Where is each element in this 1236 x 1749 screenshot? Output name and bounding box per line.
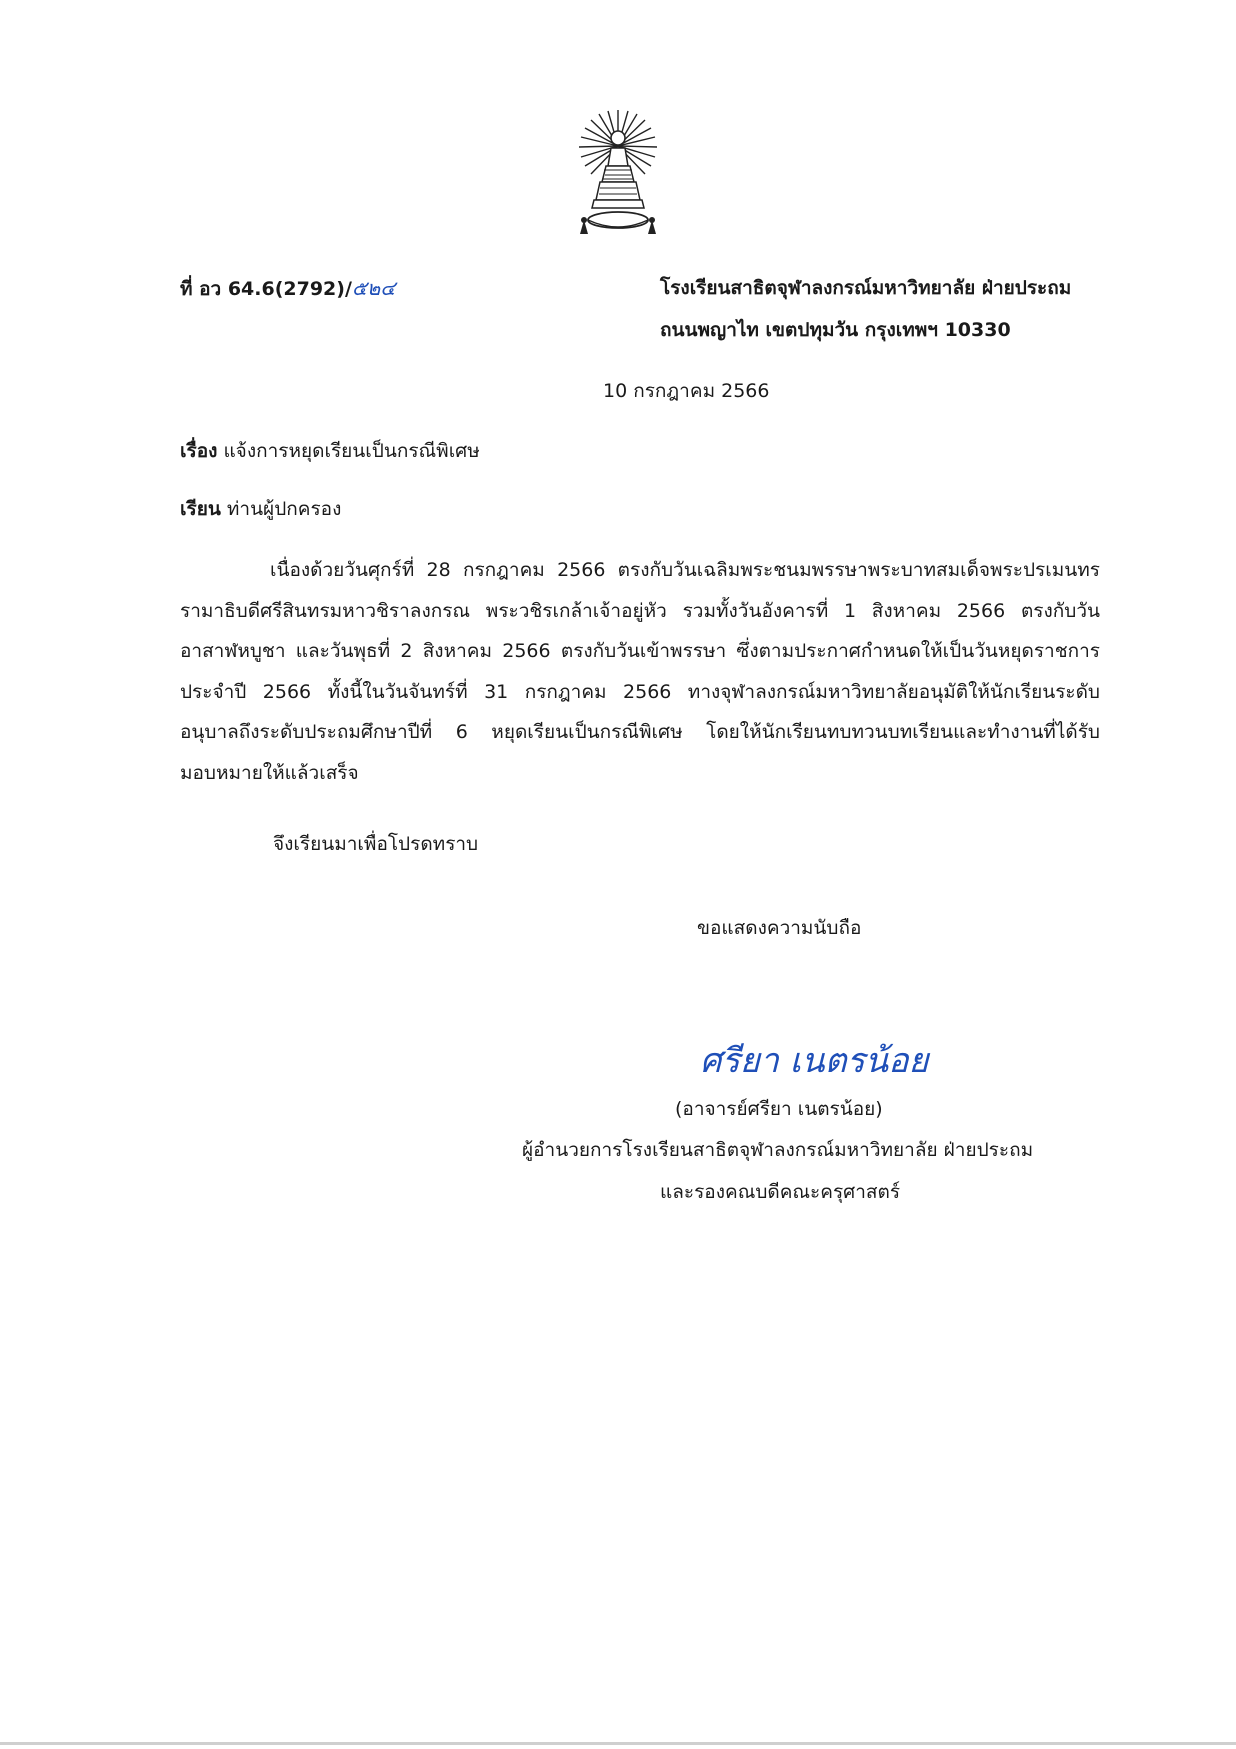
body-line: มอบหมายให้แล้วเสร็จ <box>180 761 359 784</box>
subject-line <box>180 437 480 465</box>
document-number-handwritten: ๕๒๔ <box>351 276 396 300</box>
subject-text: แจ้งการหยุดเรียนเป็นกรณีพิเศษ <box>223 440 480 462</box>
salutation-label: เรียน <box>180 498 221 520</box>
sender-name: โรงเรียนสาธิตจุฬาลงกรณ์มหาวิทยาลัย ฝ่ายประถม <box>660 277 1072 299</box>
letter-body <box>180 550 1100 793</box>
body-line: เนื่องด้วยวันศุกร์ที่ 28 กรกฎาคม 2566 ตรงกับวันเฉลิมพระชนมพรรษาพระบาทสมเด็จพระปรเมนทร <box>270 559 1100 581</box>
sender-address: ถนนพญาไท เขตปทุมวัน กรุงเทพฯ 10330 <box>660 319 1011 341</box>
body-line: รามาธิบดีศรีสินทรมหาวชิราลงกรณ พระวชิรเกล้าเจ้าอยู่หัว รวมทั้งวันอังคารที่ 1 สิงหาคม 2566 ตรงกับวัน <box>180 599 1100 622</box>
scan-edge <box>0 1742 1236 1745</box>
body-line: ประจำปี 2566 ทั้งนี้ในวันจันทร์ที่ 31 กรกฎาคม 2566 ทางจุฬาลงกรณ์มหาวิทยาลัยอนุมัติให้นักเรียนระดับ <box>180 680 1100 703</box>
signer-title: ผู้อำนวยการโรงเรียนสาธิตจุฬาลงกรณ์มหาวิทยาลัย ฝ่ายประถม <box>522 1139 1034 1161</box>
signer-name: (อาจารย์ศรียา เนตรน้อย) <box>675 1098 883 1120</box>
document-number-prefix: ที่ อว 64.6(2792)/ <box>180 278 352 300</box>
closing: ขอแสดงความนับถือ <box>697 917 862 939</box>
handwritten-signature <box>692 1032 929 1092</box>
document-number <box>180 274 395 303</box>
closing-request: จึงเรียนมาเพื่อโปรดทราบ <box>273 833 479 855</box>
body-line: อาสาฬหบูชา และวันพุธที่ 2 สิงหาคม 2566 ตรงกับวันเข้าพรรษา ซึ่งตามประกาศกำหนดให้เป็นวันหยุดราชการ <box>180 640 1100 662</box>
subject-label: เรื่อง <box>180 440 218 462</box>
letter-date: 10 กรกฎาคม 2566 <box>603 380 770 402</box>
salutation-line <box>180 495 341 523</box>
signature-text: ศรียา เนตรน้อย <box>700 1041 929 1081</box>
salutation-text: ท่านผู้ปกครอง <box>226 498 342 520</box>
body-line: อนุบาลถึงระดับประถมศึกษาปีที่ 6 หยุดเรียนเป็นกรณีพิเศษ โดยให้นักเรียนทบทวนบทเรียนและทำงานที่ได้รับ <box>180 721 1100 743</box>
phra-kiao-emblem-icon <box>578 108 658 246</box>
signer-title-secondary: และรองคณบดีคณะครุศาสตร์ <box>660 1181 901 1203</box>
